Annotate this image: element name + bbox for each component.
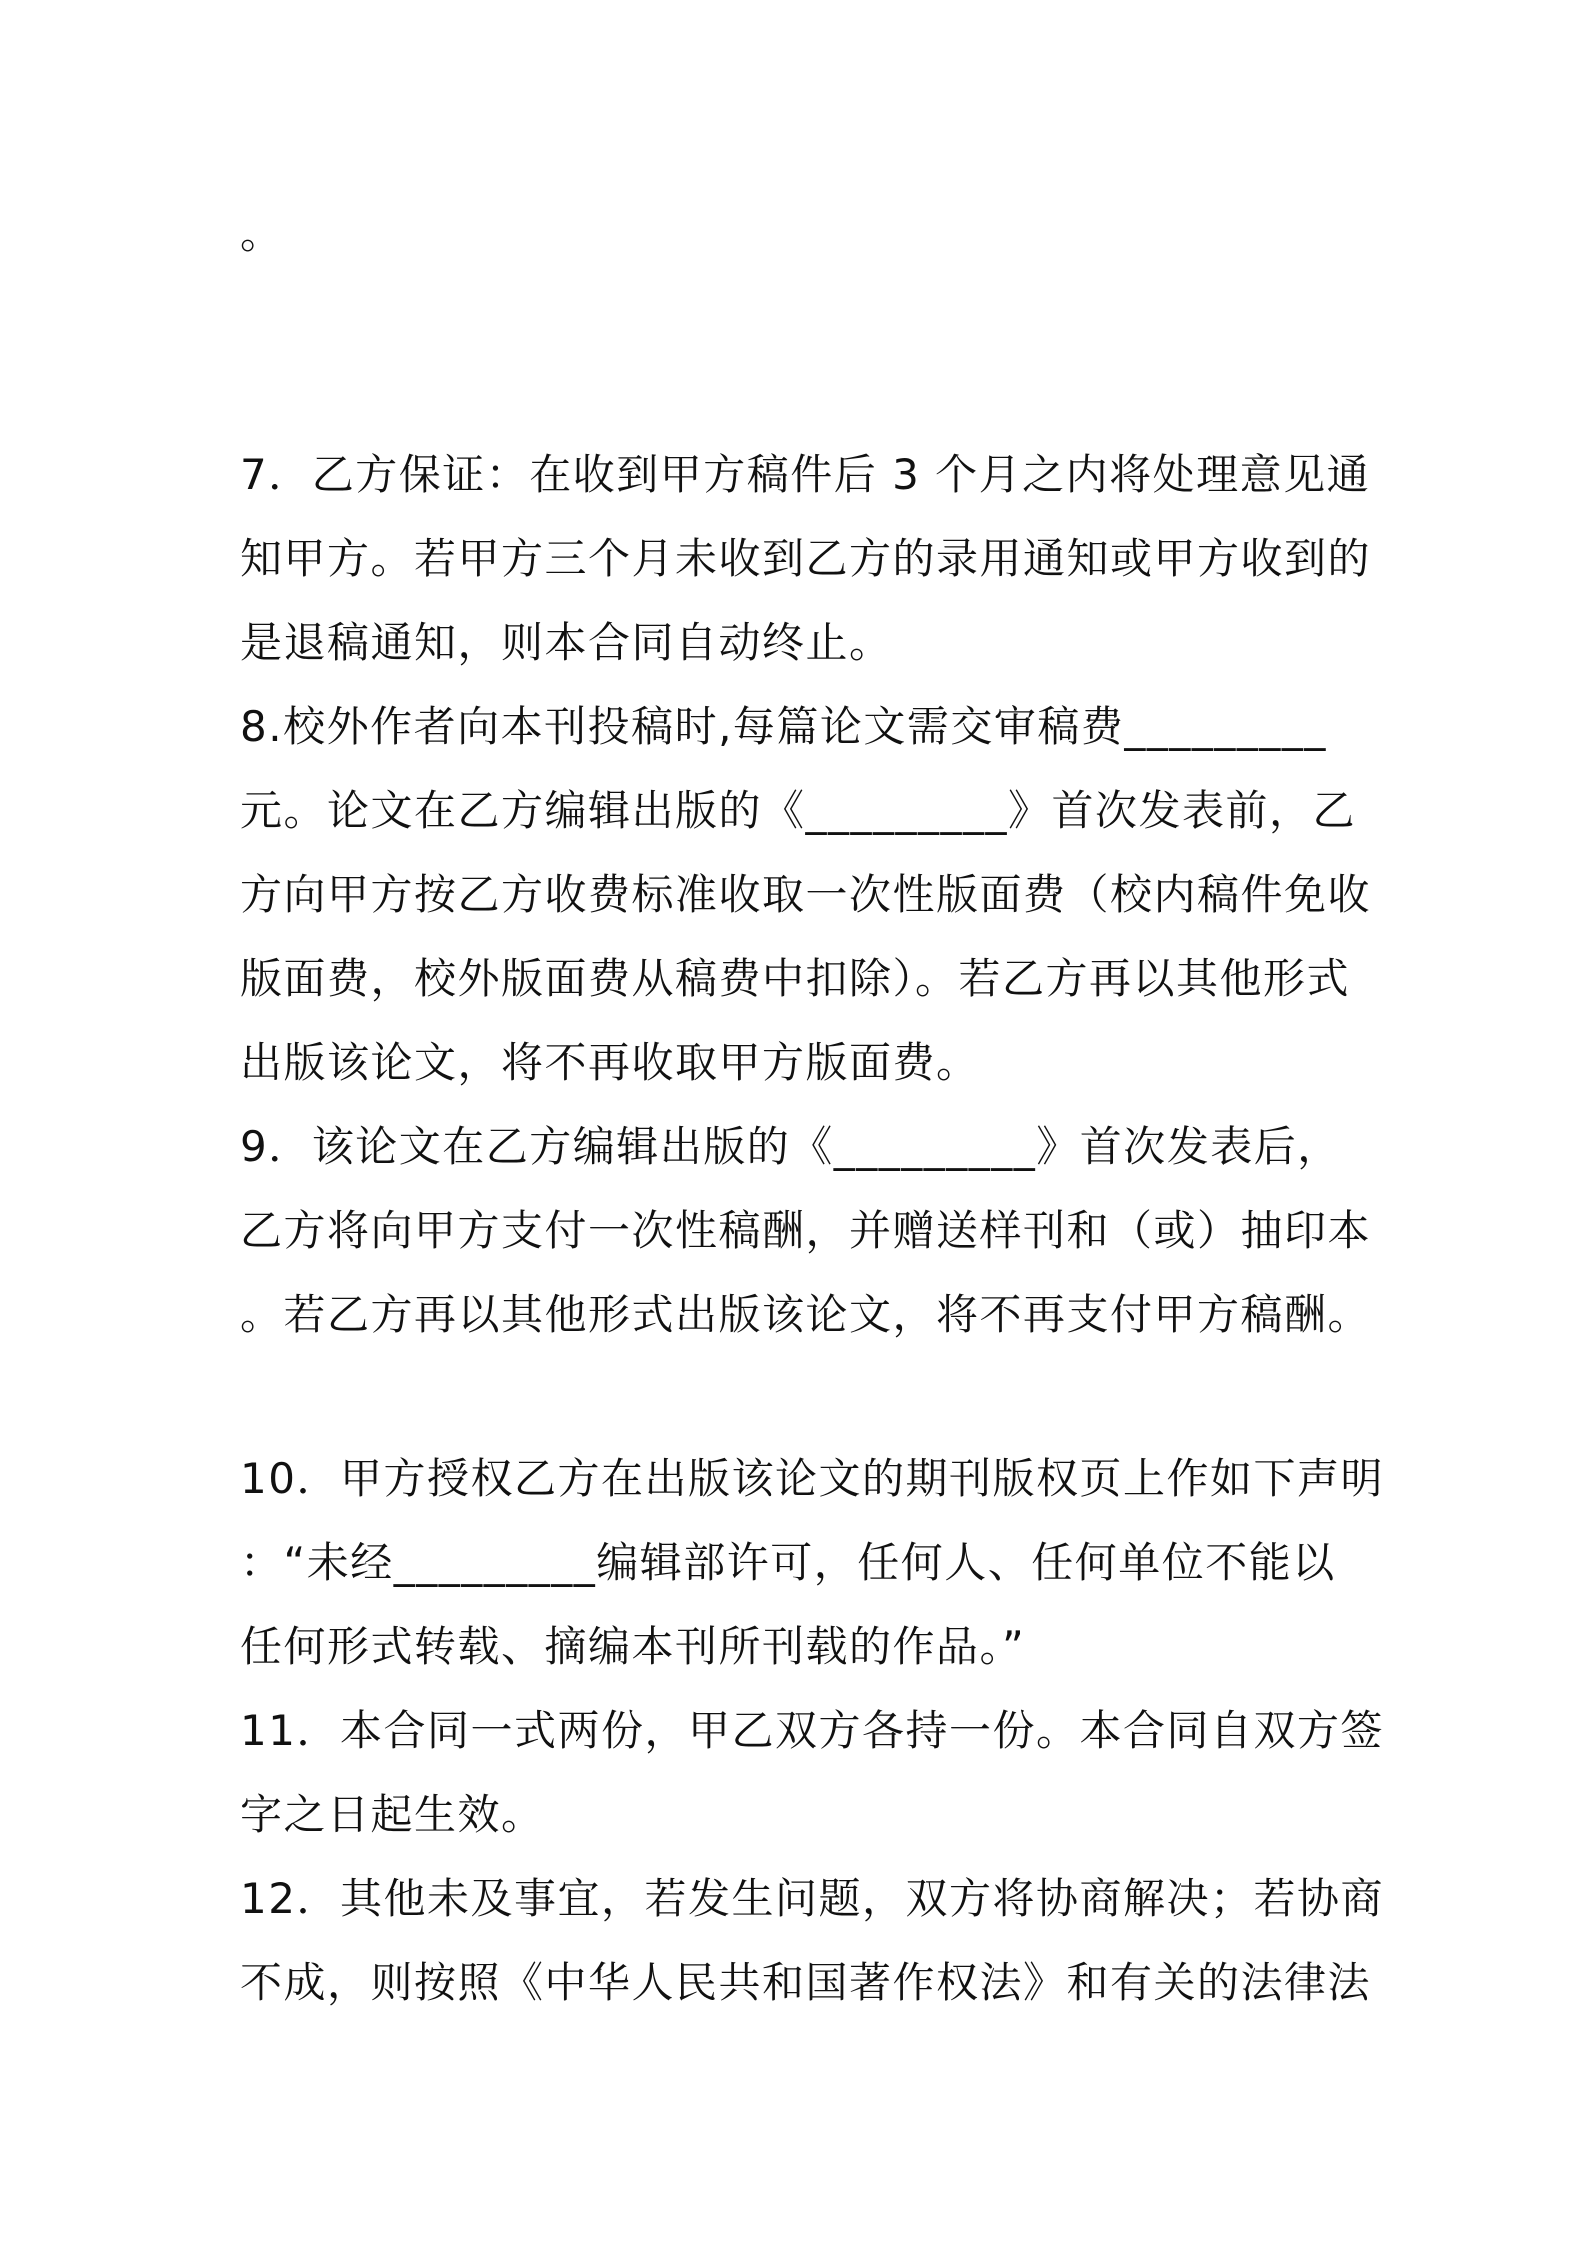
text-line: ：“未经_________编辑部许可，任何人、任何单位不能以 — [240, 1538, 1336, 1587]
text-line: 7．乙方保证：在收到甲方稿件后 3 个月之内将处理意见通 — [240, 450, 1371, 499]
text-line: 乙方将向甲方支付一次性稿酬，并赠送样刊和（或）抽印本 — [240, 1206, 1372, 1255]
text-line: 11．本合同一式两份，甲乙双方各持一份。本合同自双方签 — [240, 1706, 1384, 1755]
text-line: 12．其他未及事宜，若发生问题，双方将协商解决；若协商 — [240, 1874, 1384, 1923]
text-line: 。 — [240, 209, 284, 258]
text-line: 任何形式转载、摘编本刊所刊载的作品。” — [240, 1622, 1026, 1671]
text-line: 10．甲方授权乙方在出版该论文的期刊版权页上作如下声明 — [240, 1454, 1384, 1503]
text-line: 8.校外作者向本刊投稿时,每篇论文需交审稿费_________ — [240, 702, 1327, 751]
text-line: 元。论文在乙方编辑出版的《_________》首次发表前，乙 — [240, 786, 1357, 835]
text-line: 。若乙方再以其他形式出版该论文，将不再支付甲方稿酬。 — [240, 1290, 1372, 1339]
text-line: 版面费，校外版面费从稿费中扣除）。若乙方再以其他形式 — [240, 954, 1351, 1003]
text-line: 知甲方。若甲方三个月未收到乙方的录用通知或甲方收到的 — [240, 534, 1372, 583]
text-line: 是退稿通知，则本合同自动终止。 — [240, 618, 893, 667]
text-line: 出版该论文，将不再收取甲方版面费。 — [240, 1038, 980, 1087]
text-line: 不成，则按照《中华人民共和国著作权法》和有关的法律法 — [240, 1958, 1372, 2007]
text-line: 方向甲方按乙方收费标准收取一次性版面费（校内稿件免收 — [240, 870, 1372, 919]
text-line: 字之日起生效。 — [240, 1790, 545, 1839]
text-line: 9．该论文在乙方编辑出版的《_________》首次发表后， — [240, 1122, 1341, 1171]
